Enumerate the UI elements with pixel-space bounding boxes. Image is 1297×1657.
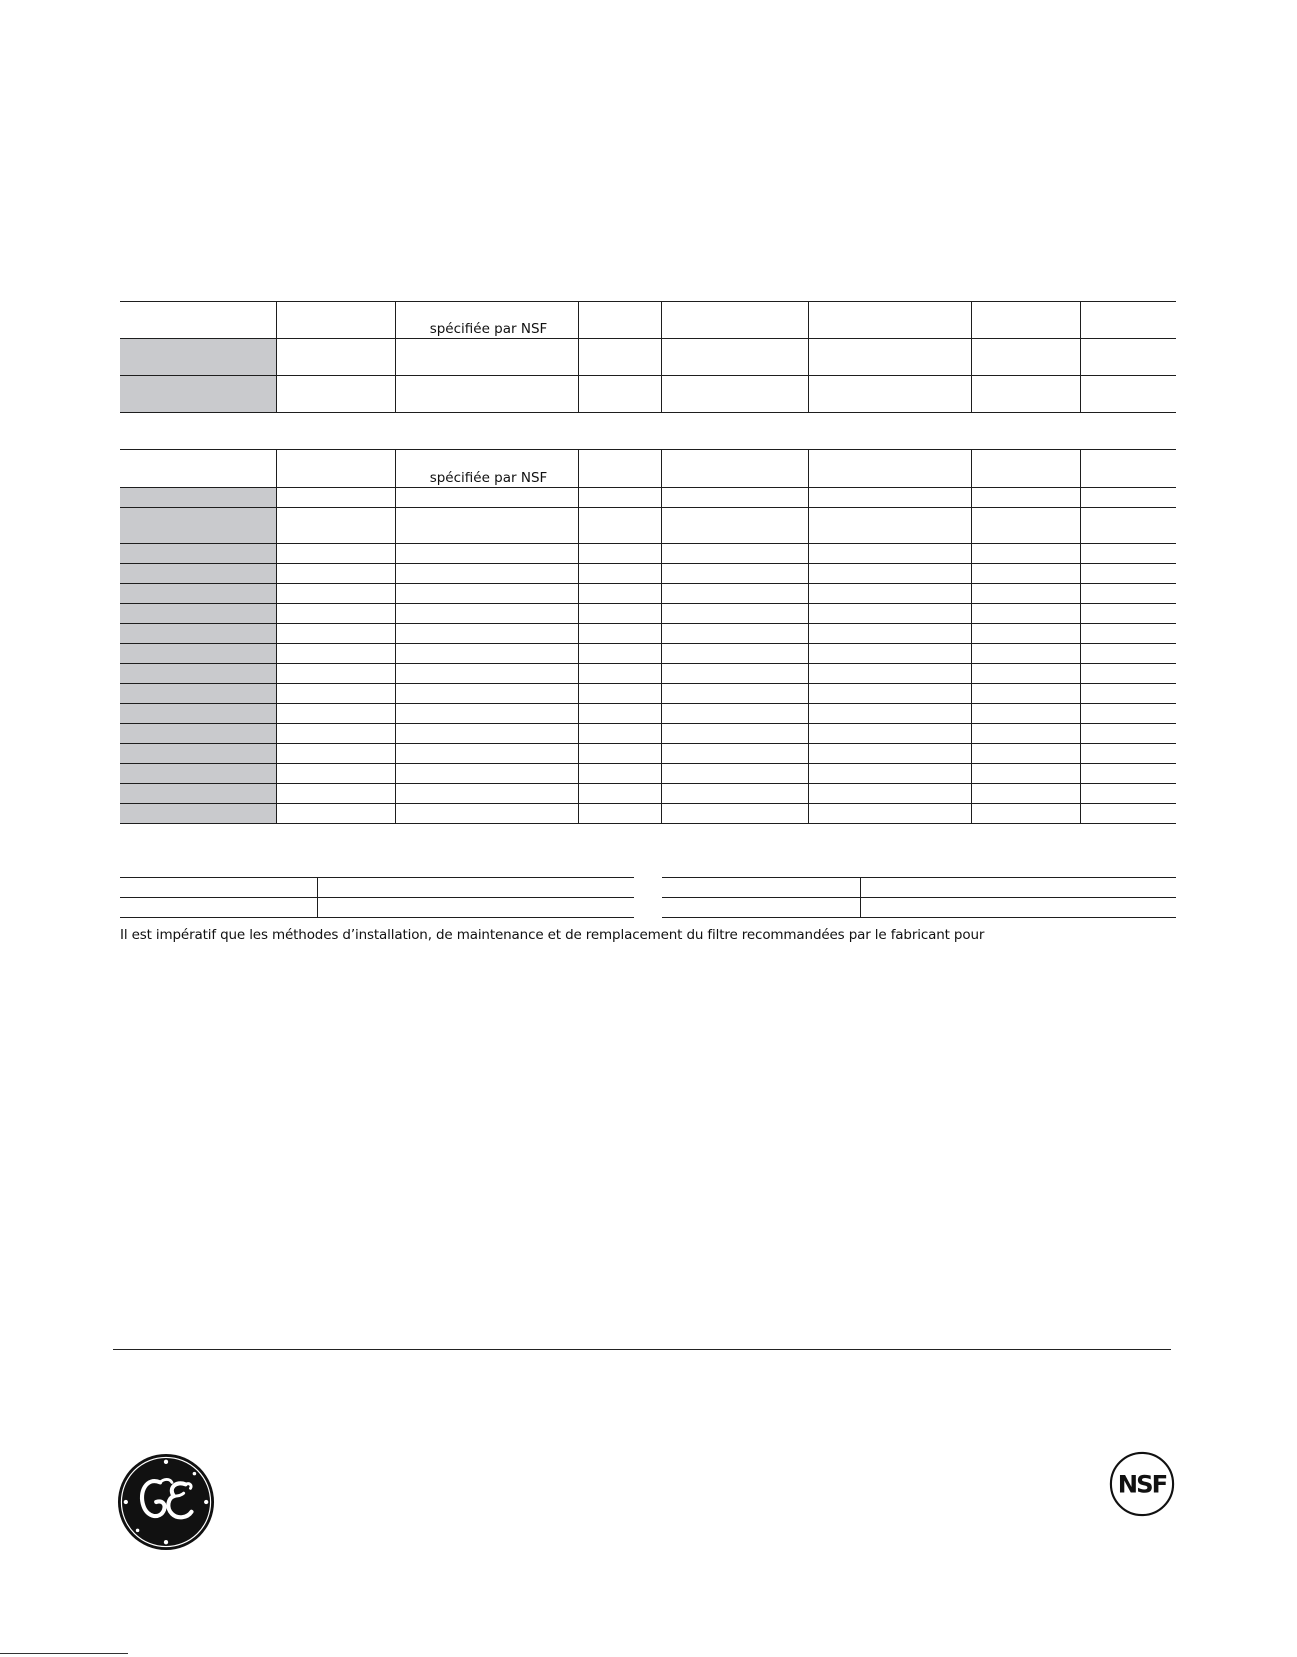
table-cell — [395, 339, 578, 376]
table-row — [120, 724, 1176, 744]
table-cell — [578, 744, 661, 764]
table-cell — [1080, 488, 1176, 508]
spec-row — [662, 878, 1176, 898]
table-cell — [276, 488, 395, 508]
table-row — [120, 488, 1176, 508]
table-cell — [276, 508, 395, 544]
table-cell — [276, 604, 395, 624]
table-cell — [808, 604, 971, 624]
row-label-cell — [120, 704, 276, 724]
table-cell — [1080, 644, 1176, 664]
table-row — [120, 604, 1176, 624]
table-cell — [1080, 339, 1176, 376]
table-cell — [395, 376, 578, 413]
table-row — [120, 508, 1176, 544]
table-cell — [578, 508, 661, 544]
table-row — [120, 704, 1176, 724]
table-cell — [578, 764, 661, 784]
table-cell — [808, 624, 971, 644]
table-cell — [808, 744, 971, 764]
table-cell — [971, 508, 1080, 544]
header-cell — [120, 302, 276, 339]
table-cell — [661, 604, 808, 624]
table-cell — [971, 624, 1080, 644]
table-cell — [661, 744, 808, 764]
table-cell — [661, 784, 808, 804]
table-cell — [276, 744, 395, 764]
table-cell — [578, 564, 661, 584]
table-cell — [971, 684, 1080, 704]
table-cell — [578, 604, 661, 624]
table-cell — [276, 544, 395, 564]
row-label-cell — [120, 784, 276, 804]
table-cell — [661, 488, 808, 508]
table-cell — [1080, 508, 1176, 544]
table-cell — [395, 544, 578, 564]
table-cell — [578, 664, 661, 684]
table-cell — [395, 784, 578, 804]
table-cell — [1080, 804, 1176, 824]
table-cell — [276, 664, 395, 684]
header-cell — [808, 450, 971, 488]
table-cell — [1080, 704, 1176, 724]
header-cell — [276, 302, 395, 339]
page-edge-mark — [0, 1653, 128, 1654]
table-cell — [808, 764, 971, 784]
table-cell — [578, 784, 661, 804]
table-row — [120, 764, 1176, 784]
table-cell — [971, 804, 1080, 824]
table-cell — [276, 376, 395, 413]
table-cell — [971, 744, 1080, 764]
table-header-row — [120, 302, 1176, 339]
table-cell — [808, 584, 971, 604]
header-cell — [661, 450, 808, 488]
spec-cell — [317, 878, 634, 898]
spec-cell — [120, 898, 317, 918]
table-cell — [578, 724, 661, 744]
table-cell — [808, 644, 971, 664]
table-cell — [1080, 564, 1176, 584]
table-cell — [971, 488, 1080, 508]
spec-table-left — [120, 877, 634, 918]
footer-divider — [113, 1349, 1171, 1350]
row-label-cell — [120, 544, 276, 564]
table-row — [120, 376, 1176, 413]
table-cell — [661, 704, 808, 724]
table-cell — [971, 644, 1080, 664]
table-cell — [971, 764, 1080, 784]
table-cell — [395, 804, 578, 824]
row-label-cell — [120, 804, 276, 824]
table-cell — [808, 376, 971, 413]
table-cell — [276, 704, 395, 724]
spec-cell — [662, 878, 860, 898]
table-cell — [578, 624, 661, 644]
nsf-certification-mark — [1108, 1450, 1176, 1518]
row-label-cell — [120, 584, 276, 604]
spec-row — [120, 898, 634, 918]
table-cell — [808, 339, 971, 376]
table-row — [120, 784, 1176, 804]
table-cell — [1080, 684, 1176, 704]
table-cell — [971, 544, 1080, 564]
table-cell — [971, 376, 1080, 413]
table-cell — [661, 764, 808, 784]
table-cell — [661, 664, 808, 684]
installation-notice-text: Il est impératif que les méthodes d’installation, de maintenance et de remplacement du filtre recommandées par le fabricant pour — [120, 927, 985, 943]
nsf-logo-text: NSF — [1117, 1469, 1167, 1499]
row-label-cell — [120, 684, 276, 704]
table-cell — [578, 376, 661, 413]
row-label-cell — [120, 764, 276, 784]
table-row — [120, 644, 1176, 664]
table-row — [120, 804, 1176, 824]
table-cell — [808, 804, 971, 824]
table-cell — [808, 664, 971, 684]
table-cell — [1080, 584, 1176, 604]
table-cell — [1080, 624, 1176, 644]
table-cell — [661, 376, 808, 413]
table-cell — [808, 704, 971, 724]
table-cell — [661, 644, 808, 664]
row-label-cell — [120, 564, 276, 584]
row-label-cell — [120, 744, 276, 764]
spec-cell — [860, 878, 1176, 898]
table-cell — [971, 564, 1080, 584]
header-cell — [276, 450, 395, 488]
header-cell — [661, 302, 808, 339]
table-cell — [661, 584, 808, 604]
table-cell — [661, 724, 808, 744]
table-cell — [276, 784, 395, 804]
table-row — [120, 339, 1176, 376]
table-cell — [971, 664, 1080, 684]
table-row — [120, 544, 1176, 564]
header-cell — [578, 302, 661, 339]
table-row — [120, 564, 1176, 584]
table-cell — [578, 684, 661, 704]
table-cell — [578, 544, 661, 564]
spec-cell — [662, 898, 860, 918]
table-cell — [1080, 784, 1176, 804]
header-cell — [395, 450, 578, 488]
table-cell — [395, 564, 578, 584]
spec-row — [662, 898, 1176, 918]
table-cell — [578, 644, 661, 664]
table-header-row — [120, 450, 1176, 488]
table-cell — [1080, 544, 1176, 564]
table-cell — [661, 684, 808, 704]
performance-table-1 — [120, 301, 1176, 413]
ge-monogram-logo — [117, 1453, 215, 1551]
table-cell — [971, 584, 1080, 604]
table-cell — [971, 724, 1080, 744]
table-cell — [395, 508, 578, 544]
table-cell — [395, 664, 578, 684]
table-cell — [1080, 744, 1176, 764]
table-cell — [1080, 664, 1176, 684]
table-cell — [395, 604, 578, 624]
table-cell — [808, 488, 971, 508]
table-cell — [971, 339, 1080, 376]
header-cell — [395, 302, 578, 339]
header-cell — [578, 450, 661, 488]
table-cell — [276, 339, 395, 376]
spec-cell — [120, 878, 317, 898]
table-cell — [1080, 764, 1176, 784]
table-cell — [578, 704, 661, 724]
row-label-cell — [120, 339, 276, 376]
table-cell — [808, 684, 971, 704]
table-row — [120, 664, 1176, 684]
table-cell — [276, 644, 395, 664]
nsf-specified-label: spécifiée par NSF — [429, 321, 548, 337]
table-cell — [276, 584, 395, 604]
nsf-specified-label: spécifiée par NSF — [429, 470, 548, 486]
table-row — [120, 684, 1176, 704]
table-cell — [578, 804, 661, 824]
table-cell — [1080, 376, 1176, 413]
header-cell — [120, 450, 276, 488]
header-cell — [1080, 302, 1176, 339]
spec-row — [120, 878, 634, 898]
table-cell — [971, 604, 1080, 624]
row-label-cell — [120, 724, 276, 744]
header-cell — [1080, 450, 1176, 488]
table-row — [120, 744, 1176, 764]
table-cell — [578, 339, 661, 376]
table-cell — [276, 724, 395, 744]
row-label-cell — [120, 644, 276, 664]
table-cell — [276, 804, 395, 824]
table-cell — [971, 784, 1080, 804]
table-cell — [395, 704, 578, 724]
table-cell — [661, 804, 808, 824]
table-cell — [395, 644, 578, 664]
table-cell — [661, 339, 808, 376]
table-cell — [808, 564, 971, 584]
table-cell — [395, 584, 578, 604]
table-cell — [808, 784, 971, 804]
table-cell — [808, 544, 971, 564]
table-cell — [661, 508, 808, 544]
row-label-cell — [120, 664, 276, 684]
table-cell — [276, 764, 395, 784]
table-cell — [808, 508, 971, 544]
table-cell — [395, 764, 578, 784]
table-cell — [395, 624, 578, 644]
table-cell — [578, 488, 661, 508]
row-label-cell — [120, 376, 276, 413]
spec-cell — [317, 898, 634, 918]
row-label-cell — [120, 604, 276, 624]
table-cell — [578, 584, 661, 604]
table-cell — [276, 564, 395, 584]
row-label-cell — [120, 508, 276, 544]
performance-table-2 — [120, 449, 1176, 824]
header-cell — [971, 302, 1080, 339]
table-cell — [1080, 724, 1176, 744]
table-cell — [1080, 604, 1176, 624]
table-cell — [971, 704, 1080, 724]
table-row — [120, 584, 1176, 604]
table-cell — [661, 544, 808, 564]
table-cell — [395, 488, 578, 508]
table-row — [120, 624, 1176, 644]
row-label-cell — [120, 624, 276, 644]
spec-cell — [860, 898, 1176, 918]
table-cell — [808, 724, 971, 744]
table-cell — [395, 744, 578, 764]
table-cell — [276, 684, 395, 704]
table-cell — [661, 624, 808, 644]
header-cell — [808, 302, 971, 339]
row-label-cell — [120, 488, 276, 508]
spec-table-right — [662, 877, 1176, 918]
table-cell — [276, 624, 395, 644]
header-cell — [971, 450, 1080, 488]
table-cell — [395, 724, 578, 744]
table-cell — [661, 564, 808, 584]
table-cell — [395, 684, 578, 704]
